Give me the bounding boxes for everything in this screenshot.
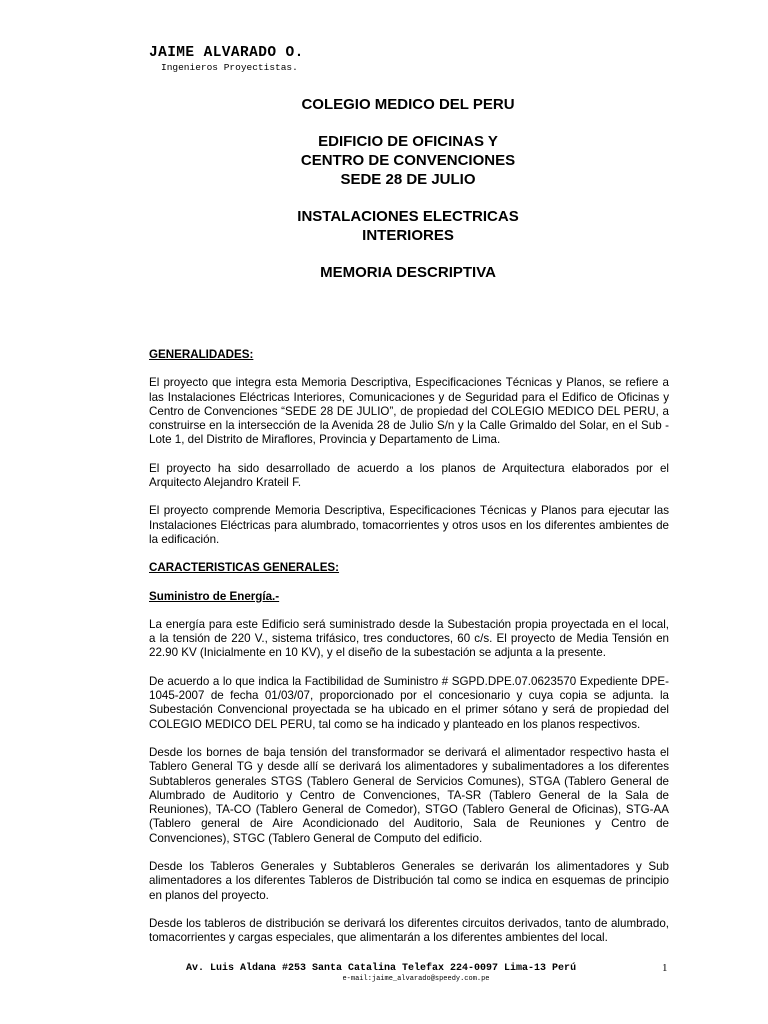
footer — [186, 963, 666, 984]
building-title-line-2: CENTRO DE CONVENCIONES — [300, 152, 516, 169]
building-title-line-1: EDIFICIO DE OFICINAS Y — [318, 133, 498, 150]
document-body — [149, 348, 669, 960]
firm-subtitle: Ingenieros Proyectistas. — [161, 62, 298, 73]
paragraph: Desde los bornes de baja tensión del transformador se derivará el alimentador respectivo hasta el Tablero General TG y desde allí se derivará los alimentadores y subalimentadores a los diferentes Subtableros generales STGS (Tablero General de Servicios Comunes), STGA (Tablero General de Alumbrado de Auditorio y Centro de Convenciones, TA-SR (Tablero General de la Sala de Reuniones), TA-CO (Tablero General de Comedor), STGO (Tablero General de Oficinas), STG-AA (Tablero general de Aire Acondicionado del Auditorio, Sala de Reuniones y Centro de Convenciones), STGC (Tablero General de Computo del edificio. — [149, 745, 669, 845]
paragraph: Desde los tableros de distribución se derivará los diferentes circuitos derivados, tanto de alumbrado, tomacorrientes y cargas especiales, que alimentarán a los diferentes ambientes del local. — [149, 916, 669, 945]
installations-title-line-1: INSTALACIONES ELECTRICAS — [297, 208, 519, 225]
subsection-heading-suministro: Suministro de Energía.- — [149, 589, 280, 603]
paragraph: De acuerdo a lo que indica la Factibilidad de Suministro # SGPD.DPE.07.0623570 Expediente DPE-1045-2007 de fecha 01/03/07, proporcionado por el concesionario y cuya copia se adjunta. la Subestación Convencional proyectada se ha ubicado en el primer sótano y será de propiedad del COLEGIO MEDICO DEL PERU, tal como se ha indicado y planteado en los planos respectivos. — [149, 674, 669, 731]
paragraph: Desde los Tableros Generales y Subtableros Generales se derivarán los alimentadores y Sub alimentadores a los diferentes Tableros de Distribución tal como se indica en esquemas de principio en planos del proyecto. — [149, 860, 669, 902]
paragraph: El proyecto que integra esta Memoria Descriptiva, Especificaciones Técnicas y Planos, se refiere a las Instalaciones Eléctricas Interiores, Comunicaciones y de Seguridad para el Edifico de Oficinas y Centro de Convenciones “SEDE 28 DE JULIO”, de propiedad del COLEGIO MEDICO DEL PERU, a construirse en la intersección de la Avenida 28 de Julio S/n y la Calle Grimaldo del Solar, en el Sub - Lote 1, del Distrito de Miraflores, Provincia y Departamento de Lima. — [149, 376, 669, 447]
paragraph: La energía para este Edificio será suministrado desde la Subestación propia proyectada en el local, a la tensión de 220 V., sistema trifásico, tres conductores, 60 c/s. El proyecto de Media Tensión en 22.90 KV (Inicialmente en 10 KV), y el diseño de la subestación se adjunta a la presente. — [149, 617, 669, 660]
paragraph: El proyecto ha sido desarrollado de acuerdo a los planos de Arquitectura elaborados por el Arquitecto Alejandro Krateil F. — [149, 461, 669, 490]
building-title-line-3: SEDE 28 DE JULIO — [340, 171, 476, 188]
section-heading-generalidades: GENERALIDADES: — [149, 348, 254, 361]
letterhead — [149, 44, 304, 74]
section-heading-caracteristicas: CARACTERISTICAS GENERALES: — [149, 561, 340, 575]
footer-address: Av. Luis Aldana #253 Santa Catalina Telefax 224-0097 Lima-13 Perú — [186, 963, 577, 974]
paragraph: El proyecto comprende Memoria Descriptiva, Especificaciones Técnicas y Planos para ejecutar las Instalaciones Eléctricas para alumbrado, tomacorrientes y otros usos en los diferentes ambientes de la edificación. — [149, 504, 669, 546]
footer-email: e-mail:jaime_alvarado@speedy.com.pe — [342, 975, 490, 983]
org-title: COLEGIO MEDICO DEL PERU — [301, 96, 515, 113]
document-type-title: MEMORIA DESCRIPTIVA — [320, 264, 496, 281]
page-number: 1 — [662, 962, 668, 974]
firm-name: JAIME ALVARADO O. — [149, 45, 304, 61]
installations-title-line-2: INTERIORES — [362, 227, 454, 244]
document-title-block — [149, 95, 667, 282]
